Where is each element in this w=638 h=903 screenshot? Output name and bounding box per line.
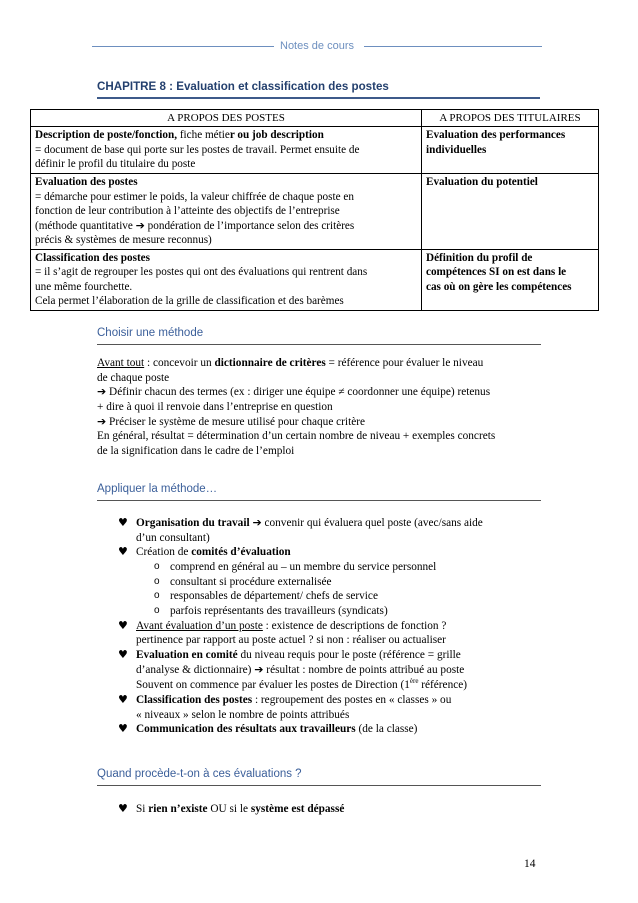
arrow-right-icon: ➔ (97, 385, 107, 399)
list-item: ♥ Organisation du travail ➔ convenir qui évaluera quel poste (avec/sans aide d’un consultant) (118, 516, 483, 544)
page-number: 14 (524, 858, 536, 870)
table-header-row (31, 110, 599, 127)
arrow-right-icon: ➔ (97, 414, 107, 428)
section-heading-appliquer: Appliquer la méthode… (97, 482, 541, 501)
table-cell-performances: Evaluation des performances individuelles (422, 127, 599, 174)
table-cell-potentiel: Evaluation du potentiel (422, 173, 599, 249)
list-item: ♥ Evaluation en comité du niveau requis pour le poste (référence = grille d’analyse & dictionnaire) ➔ résultat : nombre de points attribué au poste Souvent on commence par évaluer les postes de Direction (1ère référence) (118, 648, 468, 692)
postes-table (30, 109, 599, 311)
table-row (31, 127, 599, 174)
heart-icon: ♥ (118, 648, 128, 662)
table-row (31, 173, 599, 249)
section-heading-quand: Quand procède-t-on à ces évaluations ? (97, 767, 541, 786)
circle-icon: o (154, 575, 160, 587)
table-cell-description: Description de poste/fonction, fiche métier ou job description = document de base qui porte sur les postes de travail. Permet ensuite de définir le profil du titulaire du poste (31, 127, 422, 174)
heart-icon: ♥ (118, 802, 128, 815)
heart-icon: ♥ (118, 516, 128, 529)
table-cell-evaluation: Evaluation des postes = démarche pour estimer le poids, la valeur chiffrée de chaque poste en fonction de leur contribution à l’atteinte des objectifs de l’entreprise (méthode quantitative ➔ pondération de l’importance selon des critères précis & systèmes de mesure reconnus) (31, 173, 422, 249)
table-row (31, 249, 599, 310)
heart-icon: ♥ (118, 722, 128, 736)
heart-icon: ♥ (118, 618, 128, 632)
chapter-title: CHAPITRE 8 : Evaluation et classification des postes (97, 79, 540, 99)
table-cell-classification: Classification des postes = il s’agit de regrouper les postes qui ont des évaluations qui rentrent dans une même fourchette. Cela permet l’élaboration de la grille de classification et des barèmes (31, 249, 422, 310)
heart-icon: ♥ (118, 545, 128, 559)
table-cell-profil: Définition du profil de compétences SI on est dans le cas où on gère les compétences (422, 249, 599, 310)
section-heading-choisir: Choisir une méthode (97, 326, 541, 345)
list-item: ♥ Création de comités d’évaluation o comprend en général au – un membre du service personnel o consultant si procédure externalisée o responsables de département/ chefs de service o parfois représentants des travailleurs (syndicats) (118, 545, 538, 618)
comites-sublist (136, 560, 538, 619)
circle-icon: o (154, 561, 160, 573)
arrow-right-icon: ➔ (254, 662, 264, 676)
table-header-titulaires: A PROPOS DES TITULAIRES (422, 110, 599, 127)
list-item: ♥ Classification des postes : regroupement des postes en « classes » ou « niveaux » selon le nombre de points attribués (118, 692, 452, 721)
list-item: ♥ Si rien n’existe OU si le système est dépassé (118, 802, 345, 815)
arrow-right-icon: ➔ (252, 516, 262, 529)
list-item: ♥ Avant évaluation d’un poste : existence de descriptions de fonction ? pertinence par rapport au poste actuel ? si non : réaliser ou actualiser (118, 618, 447, 647)
heart-icon: ♥ (118, 692, 128, 706)
appliquer-list (118, 516, 538, 737)
running-header (92, 39, 542, 53)
table-header-postes: A PROPOS DES POSTES (31, 110, 422, 127)
list-item: ♥ Communication des résultats aux travailleurs (de la classe) (118, 722, 418, 736)
section-choisir-body: Avant tout : concevoir un dictionnaire de critères = référence pour évaluer le niveau de chaque poste ➔ Définir chacun des termes (ex : diriger une équipe ≠ coordonner une équipe) retenus + dire à quoi il renvoie dans l’entreprise en question ➔ Préciser le système de mesure utilisé pour chaque critère En général, résultat = détermination d’un certain nombre de niveau + exemples concrets de la signification dans le cadre de l’emploi (97, 357, 496, 458)
sub-list-item: o consultant si procédure externalisée (154, 575, 332, 588)
circle-icon: o (154, 590, 160, 602)
sub-list-item: o comprend en général au – un membre du service personnel (154, 561, 437, 574)
quand-list (118, 802, 538, 817)
header-title: Notes de cours (274, 40, 360, 52)
sub-list-item: o responsables de département/ chefs de service (154, 590, 378, 603)
sub-list-item: o parfois représentants des travailleurs (syndicats) (154, 605, 388, 618)
circle-icon: o (154, 605, 160, 617)
arrow-right-icon: ➔ (135, 218, 145, 232)
